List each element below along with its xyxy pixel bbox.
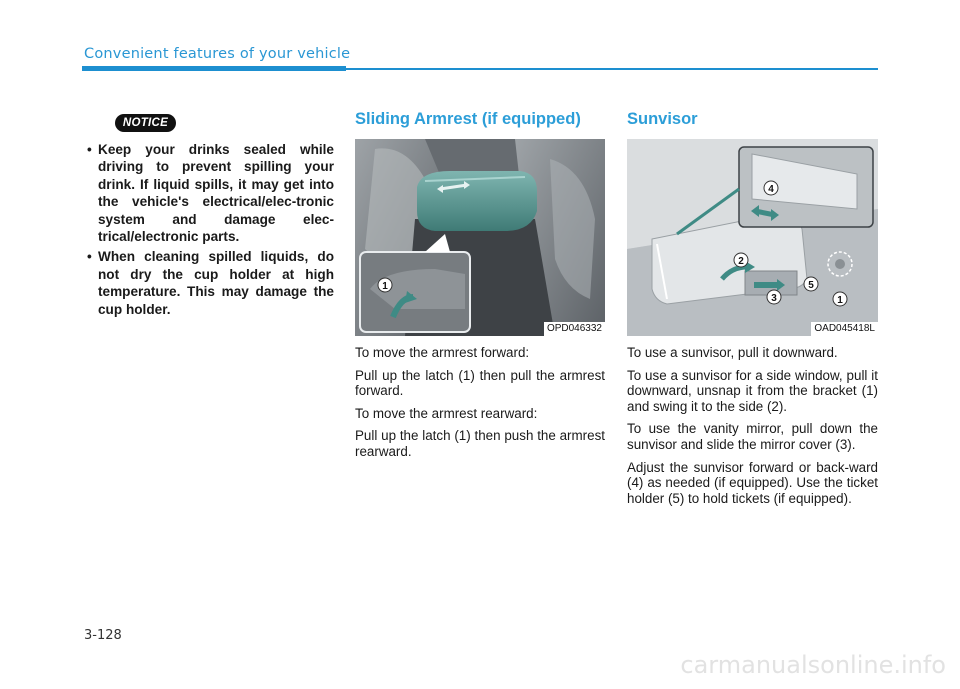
notice-list [84, 141, 334, 321]
header-rule-thin [346, 68, 878, 70]
sunvisor-paragraph: To use the vanity mirror, pull down the sunvisor and slide the mirror cover (3). [627, 421, 878, 452]
armrest-section-title: Sliding Armrest (if equipped) [355, 110, 581, 128]
sunvisor-callout: 1 [837, 295, 843, 306]
section-header-title: Convenient features of your vehicle [84, 46, 351, 62]
armrest-paragraph: To move the armrest rearward: [355, 405, 538, 421]
armrest-body [355, 345, 605, 467]
notice-item-text: Keep your drinks sealed while driving to prevent spilling your drink. If liquid spills, it may get into the vehicle's electrical/elec-tronic system and damage elec-trical/electronic parts. [98, 142, 334, 245]
armrest-paragraph: Pull up the latch (1) then pull the armrest forward. [355, 367, 605, 399]
sunvisor-callout: 4 [768, 184, 774, 195]
sunvisor-callout: 3 [771, 293, 777, 304]
notice-item: • When cleaning spilled liquids, do not dry the cup holder at high temperature. This may damage the cup holder. [87, 249, 334, 317]
armrest-paragraph: To move the armrest forward: [355, 345, 530, 360]
sunvisor-paragraph: To use a sunvisor for a side window, pull it downward, unsnap it from the bracket (1) and swing it to the side (2). [627, 367, 878, 414]
sunvisor-callout: 5 [808, 280, 814, 291]
notice-item-text: When cleaning spilled liquids, do not dry the cup holder at high temperature. This may damage the cup holder. [98, 249, 334, 317]
armrest-illustration [355, 139, 605, 336]
armrest-callout-1: 1 [382, 281, 388, 292]
sunvisor-illustration [627, 139, 878, 336]
watermark: carmanualsonline.info [680, 651, 946, 679]
page-number: 3-128 [84, 628, 122, 643]
armrest-illustration-graphic [355, 139, 605, 336]
notice-item: • Keep your drinks sealed while driving to prevent spilling your drink. If liquid spills, it may get into the vehicle's electrical/elec-tronic system and damage elec-trical/electronic parts. [87, 142, 334, 245]
sunvisor-paragraph: Adjust the sunvisor forward or back-ward (4) as needed (if equipped). Use the ticket holder (5) to hold tickets (if equipped). [627, 459, 878, 506]
sunvisor-callout: 2 [738, 256, 744, 267]
sunvisor-section-title: Sunvisor [627, 110, 698, 128]
header-rule-thick [82, 66, 346, 71]
sunvisor-paragraph: To use a sunvisor, pull it downward. [627, 345, 838, 360]
sunvisor-illustration-graphic [627, 139, 878, 336]
notice-badge: NOTICE [115, 114, 176, 132]
sunvisor-body [627, 345, 878, 513]
armrest-figure-code: OPD046332 [544, 322, 605, 336]
armrest-paragraph: Pull up the latch (1) then push the armrest rearward. [355, 428, 605, 459]
sunvisor-figure-code: OAD045418L [811, 322, 878, 336]
